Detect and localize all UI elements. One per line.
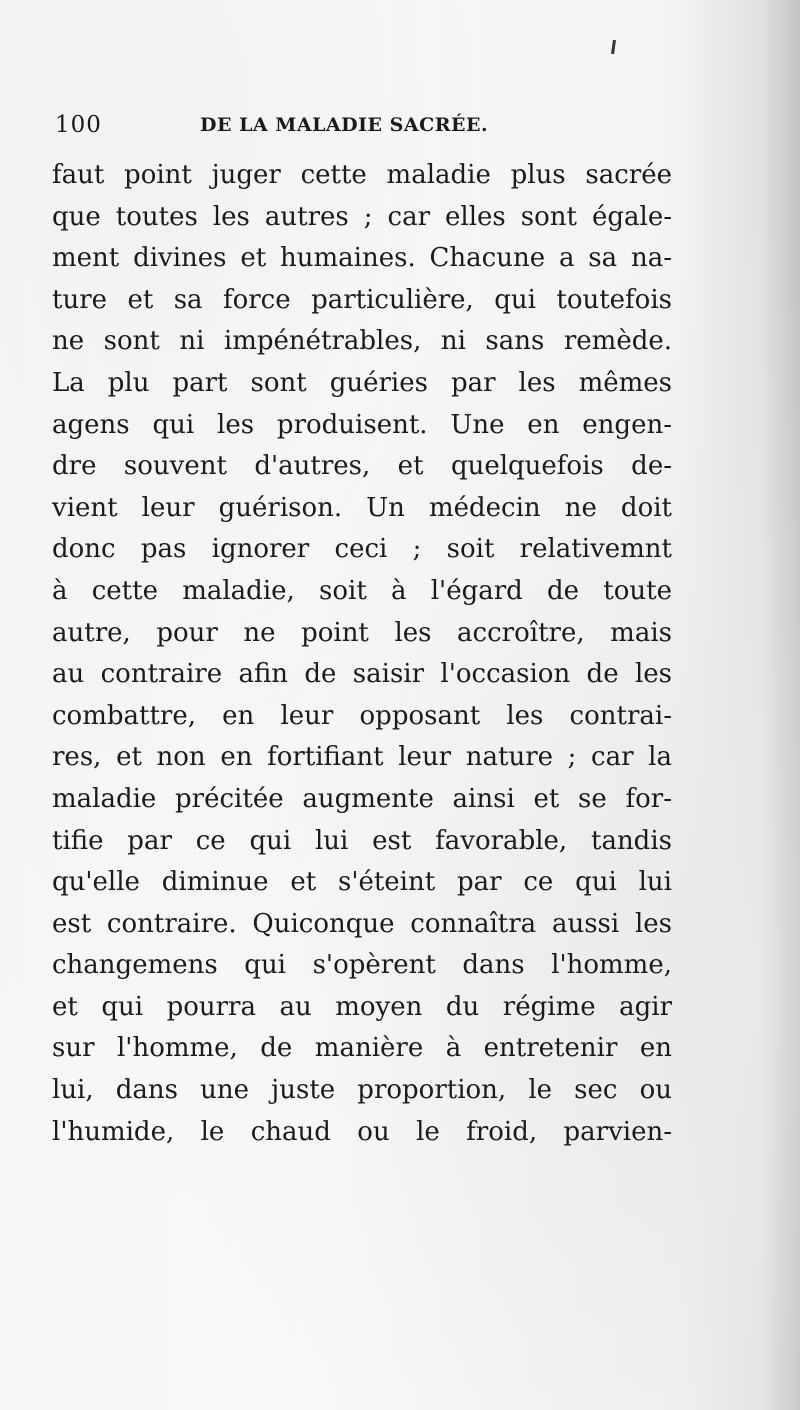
page-edge-shadow: [760, 0, 800, 1410]
page-header: [55, 112, 675, 144]
text-line: l'humide, le chaud ou le froid, parvien-: [52, 1116, 672, 1147]
text-line: changemens qui s'opèrent dans l'homme,: [52, 950, 672, 981]
text-line: sur l'homme, de manière à entretenir en: [52, 1033, 672, 1064]
text-line: ne sont ni impénétrables, ni sans remède.: [52, 326, 672, 357]
text-line: donc pas ignorer ceci ; soit relativemnt: [52, 534, 672, 565]
text-line: dre souvent d'autres, et quelquefois de-: [52, 451, 672, 482]
text-line: agens qui les produisent. Une en engen-: [52, 409, 672, 440]
text-line: res, et non en fortifiant leur nature ; car la: [52, 742, 672, 773]
text-line: lui, dans une juste proportion, le sec ou: [52, 1075, 672, 1106]
text-line: que toutes les autres ; car elles sont égale-: [52, 201, 672, 232]
text-line: autre, pour ne point les accroître, mais: [52, 617, 672, 648]
text-line: et qui pourra au moyen du régime agir: [52, 991, 672, 1022]
page-number: 100: [55, 112, 102, 138]
text-line: à cette maladie, soit à l'égard de toute: [52, 575, 672, 606]
text-line: maladie précitée augmente ainsi et se for-: [52, 783, 672, 814]
body-text: [52, 155, 672, 1153]
text-line: combattre, en leur opposant les contrai-: [52, 700, 672, 731]
text-line: La plu part sont guéries par les mêmes: [52, 367, 672, 398]
text-line: est contraire. Quiconque connaîtra aussi les: [52, 908, 672, 939]
text-line: ment divines et humaines. Chacune a sa na-: [52, 243, 672, 274]
text-line: qu'elle diminue et s'éteint par ce qui lui: [52, 867, 672, 898]
text-line: au contraire afin de saisir l'occasion de les: [52, 659, 672, 690]
text-line: faut point juger cette maladie plus sacrée: [52, 160, 672, 190]
text-line: tifie par ce qui lui est favorable, tandis: [52, 825, 672, 856]
text-line: ture et sa force particulière, qui toutefois: [52, 284, 672, 315]
text-line: vient leur guérison. Un médecin ne doit: [52, 492, 672, 523]
running-head: DE LA MALADIE SACRÉE.: [200, 114, 489, 136]
ink-mark: [611, 40, 616, 54]
